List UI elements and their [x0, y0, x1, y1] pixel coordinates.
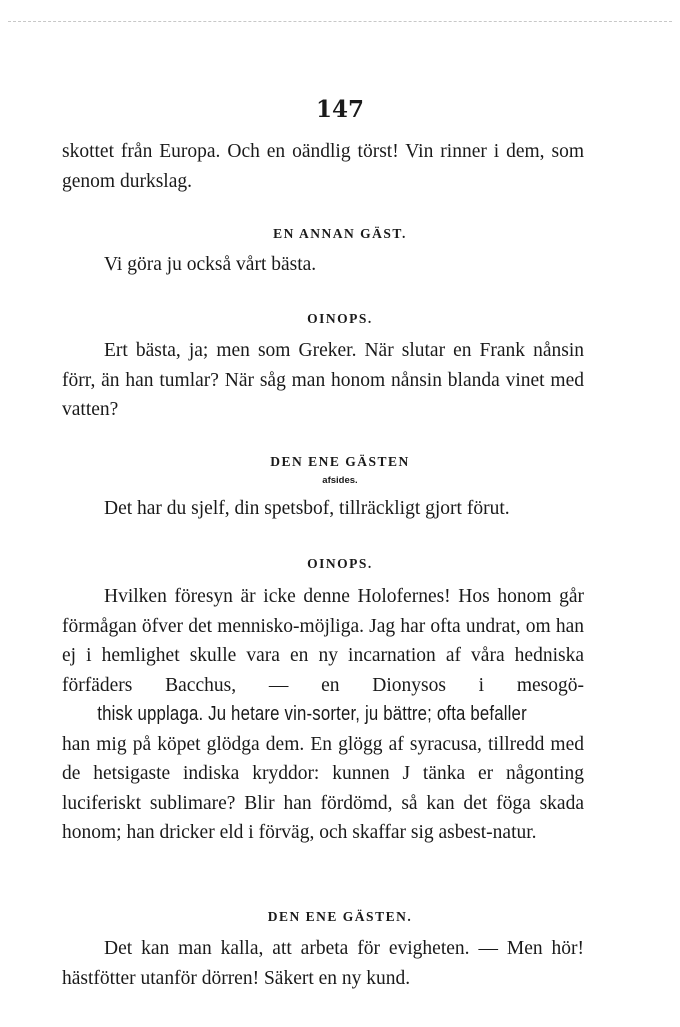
page-number: 147 — [315, 96, 364, 123]
paragraph-6: Det kan man kalla, att arbeta för evigheten. — Men hör! hästfötter utanför dörren! Säkert en ny kund. — [62, 938, 584, 989]
paragraph-3: Ert bästa, ja; men som Greker. När slutar en Frank nånsin förr, än han tumlar? När såg man honom nånsin blanda vinet med vatten? — [62, 340, 584, 420]
paragraph-4: Det har du sjelf, din spetsbof, tillräckligt gjort förut. — [104, 498, 510, 519]
top-rule — [8, 21, 672, 22]
paragraph-1: skottet från Europa. Och en oändlig törst! Vin rinner i dem, som genom durkslag. — [62, 141, 584, 192]
paragraph-5-part-1: Hvilken föresyn är icke denne Holofernes! Hos honom går förmågan öfver det mennisko-möjliga. Jag har ofta undrat, om han ej i hemlighet skulle vara en ny incarnation af våra hedniska förfäders Bacchus, — en Dionysos i mesogö- — [62, 586, 584, 696]
speaker-den-ene-gasten-2: DEN ENE GÄSTEN. — [267, 909, 413, 924]
paragraph-5 — [62, 582, 584, 848]
stage-direction: afsides. — [322, 475, 358, 486]
speaker-oinops-1: OINOPS. — [307, 311, 373, 326]
speaker-den-ene-gasten-1: DEN ENE GÄSTEN — [270, 454, 410, 469]
paragraph-5-part-2: han mig på köpet glödga dem. En glögg af syracusa, tillredd med de hetsigaste indiska kryddor: kunnen J tänka er någonting luciferiskt sublimare? Blir han fördömd, så kan det föga skada honom; han dricker eld i förväg, och skaffar sig asbest-natur. — [62, 733, 584, 843]
paragraph-2: Vi göra ju också vårt bästa. — [104, 254, 317, 275]
paragraph-5-condensed-line: thisk upplaga. Ju hetare vin-sorter, ju bättre; ofta befaller — [97, 703, 527, 725]
speaker-en-annan-gast: EN ANNAN GÄST. — [273, 226, 407, 241]
speaker-oinops-2: OINOPS. — [307, 556, 373, 571]
